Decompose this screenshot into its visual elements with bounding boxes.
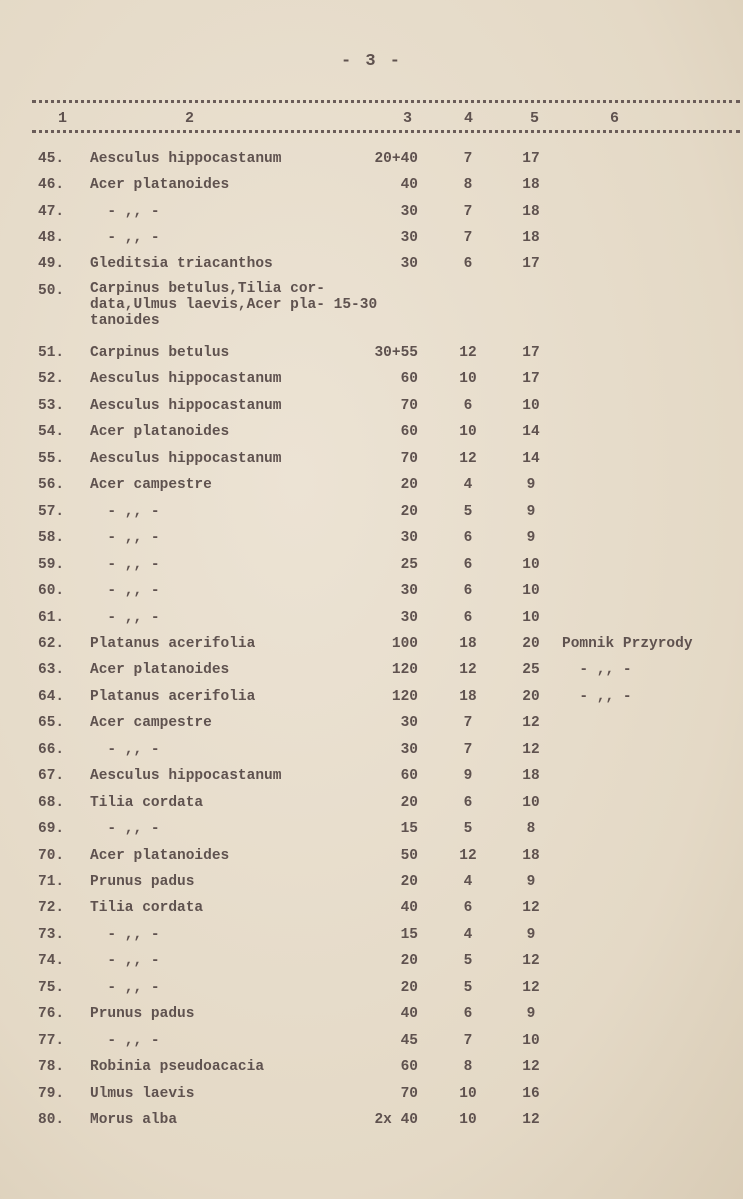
- col-3-value: 15: [400, 926, 418, 943]
- col-5-value: 10: [522, 583, 540, 600]
- col-3-value: 20: [400, 953, 418, 970]
- col-4-value: 4: [463, 874, 473, 890]
- species-name: - ,, -: [90, 741, 160, 758]
- col-4-value: 6: [463, 900, 473, 917]
- species-name: Aesculus hippocastanum: [90, 450, 282, 467]
- col-3-value: 30: [400, 583, 418, 600]
- col-5-value: 17: [522, 256, 540, 273]
- col-4-value: 6: [463, 583, 473, 600]
- col-3-value: 25: [400, 556, 418, 573]
- row-number: 50.: [38, 282, 65, 299]
- col-4-value: 7: [463, 229, 473, 246]
- col-3-value: 40: [400, 900, 418, 917]
- col-5-value: 20: [522, 688, 540, 705]
- table-row: [0, 343, 743, 363]
- table-row: [0, 898, 743, 918]
- col-5-value: 9: [526, 874, 536, 890]
- col-4-value: 4: [463, 926, 473, 943]
- row-number: 62.: [38, 635, 65, 652]
- table-row: [0, 793, 743, 813]
- col-4-value: 6: [463, 794, 473, 811]
- table-row: [0, 202, 743, 222]
- col-5-value: 9: [526, 477, 536, 494]
- col-3-value: 30: [400, 256, 418, 273]
- row-number: 73.: [38, 926, 65, 943]
- col-6-note: - ,, -: [562, 662, 632, 679]
- row-number: 67.: [38, 768, 65, 785]
- col-5-value: 8: [526, 821, 536, 838]
- col-5-value: 10: [522, 556, 540, 573]
- species-name: Acer campestre: [90, 477, 212, 494]
- species-name: - ,, -: [90, 503, 160, 520]
- col-3-value: 20: [400, 874, 418, 890]
- col-5-value: 10: [522, 794, 540, 811]
- col-4-value: 10: [459, 1085, 477, 1102]
- species-name: - ,, -: [90, 953, 160, 970]
- row-number: 49.: [38, 256, 65, 273]
- col-5-value: 20: [522, 635, 540, 652]
- col-3-value: 30: [400, 715, 418, 732]
- table-row: [0, 951, 743, 971]
- col-5-value: 17: [522, 151, 540, 167]
- col-5-value: 16: [522, 1085, 540, 1102]
- table-header-rule: [32, 130, 740, 133]
- col-5-value: 9: [526, 1006, 536, 1023]
- species-name: - ,, -: [90, 530, 160, 547]
- row-number: 80.: [38, 1112, 65, 1129]
- col-4-value: 12: [459, 662, 477, 679]
- species-name: - ,, -: [90, 1032, 160, 1049]
- species-name: Aesculus hippocastanum: [90, 151, 282, 167]
- row-number: 56.: [38, 477, 65, 494]
- row-number: 69.: [38, 821, 65, 838]
- table-row: [0, 1084, 743, 1104]
- row-number: 59.: [38, 556, 65, 573]
- table-row: [0, 422, 743, 442]
- col-4-value: 5: [463, 953, 473, 970]
- row-number: 57.: [38, 503, 65, 520]
- col-4-value: 6: [463, 556, 473, 573]
- row-number: 70.: [38, 847, 65, 864]
- species-name: Acer platanoides: [90, 177, 230, 194]
- col-3-value: 50: [400, 847, 418, 864]
- table-row: [0, 449, 743, 469]
- table-row: [0, 175, 743, 195]
- col-4-value: 7: [463, 715, 473, 732]
- col-3-value: 40: [400, 1006, 418, 1023]
- col-5-value: 17: [522, 345, 540, 361]
- col-3-value: 15: [400, 821, 418, 838]
- col-5-value: 18: [522, 768, 540, 785]
- table-row: [0, 1110, 743, 1130]
- col-5-value: 10: [522, 1032, 540, 1049]
- table-top-rule: [32, 100, 740, 103]
- species-name: - ,, -: [90, 821, 160, 838]
- col-4-value: 5: [463, 503, 473, 520]
- col-3-value: 30: [400, 229, 418, 246]
- species-name: Prunus padus: [90, 1006, 195, 1023]
- species-name: Aesculus hippocastanum: [90, 397, 282, 414]
- col-3-value: 120: [391, 662, 418, 679]
- species-name: Carpinus betulus,Tilia cor- data,Ulmus laevis,Acer pla- 15-30 tanoides: [90, 280, 378, 329]
- col-3-value: 45: [400, 1032, 418, 1049]
- table-row: [0, 713, 743, 733]
- species-name: - ,, -: [90, 583, 160, 600]
- col-3-value: 20: [400, 979, 418, 996]
- species-name: - ,, -: [90, 229, 160, 246]
- col-4-value: 7: [463, 203, 473, 220]
- col-4-value: 18: [459, 635, 477, 652]
- table-row: [0, 369, 743, 389]
- row-number: 63.: [38, 662, 65, 679]
- row-number: 68.: [38, 794, 65, 811]
- col-3-value: 30: [400, 203, 418, 220]
- species-name: Acer platanoides: [90, 662, 230, 679]
- col-4-value: 6: [463, 397, 473, 414]
- header-col-1: 1: [58, 110, 68, 127]
- col-3-value: 20: [400, 794, 418, 811]
- header-col-5: 5: [530, 110, 540, 127]
- col-3-value: 60: [400, 1059, 418, 1076]
- table-row: [0, 555, 743, 575]
- col-6-note: Pomnik Przyrody: [562, 635, 693, 652]
- header-col-3: 3: [403, 110, 413, 127]
- table-row: [0, 740, 743, 760]
- col-3-value: 40: [400, 177, 418, 194]
- col-5-value: 9: [526, 503, 536, 520]
- table-row: [0, 819, 743, 839]
- col-3-value: 60: [400, 371, 418, 388]
- col-4-value: 8: [463, 177, 473, 194]
- table-row: [0, 396, 743, 416]
- col-5-value: 18: [522, 847, 540, 864]
- table-row: [0, 872, 743, 892]
- header-col-4: 4: [464, 110, 474, 127]
- table-row: [0, 608, 743, 628]
- species-name: Platanus acerifolia: [90, 688, 256, 705]
- table-row: [0, 528, 743, 548]
- table-row: [0, 228, 743, 248]
- col-4-value: 7: [463, 151, 473, 167]
- col-5-value: 10: [522, 609, 540, 626]
- species-name: Tilia cordata: [90, 794, 204, 811]
- col-4-value: 9: [463, 768, 473, 785]
- col-4-value: 7: [463, 741, 473, 758]
- col-4-value: 10: [459, 371, 477, 388]
- row-number: 48.: [38, 229, 65, 246]
- species-name: - ,, -: [90, 979, 160, 996]
- species-name: Acer platanoides: [90, 847, 230, 864]
- row-number: 77.: [38, 1032, 65, 1049]
- table-row: [0, 1004, 743, 1024]
- col-5-value: 14: [522, 424, 540, 441]
- col-4-value: 12: [459, 345, 477, 361]
- col-4-value: 5: [463, 821, 473, 838]
- row-number: 74.: [38, 953, 65, 970]
- col-3-value: 70: [400, 397, 418, 414]
- col-4-value: 18: [459, 688, 477, 705]
- col-4-value: 6: [463, 256, 473, 273]
- row-number: 55.: [38, 450, 65, 467]
- col-4-value: 6: [463, 530, 473, 547]
- col-5-value: 18: [522, 229, 540, 246]
- col-5-value: 17: [522, 371, 540, 388]
- species-name: Tilia cordata: [90, 900, 204, 917]
- table-row: [0, 502, 743, 522]
- table-row: [0, 978, 743, 998]
- row-number: 78.: [38, 1059, 65, 1076]
- col-3-value: 70: [400, 450, 418, 467]
- table-row: [0, 254, 743, 274]
- col-4-value: 5: [463, 979, 473, 996]
- table-row: [0, 1031, 743, 1051]
- species-name: - ,, -: [90, 203, 160, 220]
- row-number: 52.: [38, 371, 65, 388]
- header-col-6: 6: [610, 110, 620, 127]
- row-number: 71.: [38, 874, 65, 890]
- row-number: 53.: [38, 397, 65, 414]
- col-4-value: 7: [463, 1032, 473, 1049]
- table-row: [0, 846, 743, 866]
- col-5-value: 18: [522, 203, 540, 220]
- col-5-value: 18: [522, 177, 540, 194]
- species-name: Gleditsia triacanthos: [90, 256, 273, 273]
- row-number: 60.: [38, 583, 65, 600]
- col-5-value: 12: [522, 1112, 540, 1129]
- row-number: 64.: [38, 688, 65, 705]
- col-3-value: 60: [400, 768, 418, 785]
- col-3-value: 20: [400, 477, 418, 494]
- table-row: [0, 925, 743, 945]
- col-4-value: 10: [459, 424, 477, 441]
- col-3-value: 30: [400, 530, 418, 547]
- species-name: Platanus acerifolia: [90, 635, 256, 652]
- row-number: 47.: [38, 203, 65, 220]
- species-name: - ,, -: [90, 556, 160, 573]
- col-5-value: 12: [522, 900, 540, 917]
- row-number: 45.: [38, 151, 65, 167]
- col-5-value: 9: [526, 530, 536, 547]
- col-3-value: 100: [391, 635, 418, 652]
- col-4-value: 6: [463, 609, 473, 626]
- col-3-value: 30: [400, 741, 418, 758]
- table-row: [0, 581, 743, 601]
- col-5-value: 12: [522, 953, 540, 970]
- species-name: Acer campestre: [90, 715, 212, 732]
- col-5-value: 9: [526, 926, 536, 943]
- table-row: [0, 766, 743, 786]
- col-5-value: 12: [522, 1059, 540, 1076]
- row-number: 54.: [38, 424, 65, 441]
- col-6-note: - ,, -: [562, 688, 632, 705]
- row-number: 75.: [38, 979, 65, 996]
- table-row: [0, 149, 743, 169]
- table-row: [0, 660, 743, 680]
- col-4-value: 6: [463, 1006, 473, 1023]
- col-3-value: 60: [400, 424, 418, 441]
- page-number: - 3 -: [340, 52, 402, 71]
- header-col-2: 2: [185, 110, 195, 127]
- col-4-value: 8: [463, 1059, 473, 1076]
- col-3-value: 120: [391, 688, 418, 705]
- col-4-value: 10: [459, 1112, 477, 1129]
- table-row: [0, 280, 743, 329]
- table-row: [0, 475, 743, 495]
- col-4-value: 12: [459, 847, 477, 864]
- col-3-value: 30+55: [374, 345, 418, 361]
- row-number: 46.: [38, 177, 65, 194]
- species-name: Ulmus laevis: [90, 1085, 195, 1102]
- row-number: 76.: [38, 1006, 65, 1023]
- row-number: 79.: [38, 1085, 65, 1102]
- col-3-value: 2x 40: [374, 1112, 418, 1129]
- col-5-value: 10: [522, 397, 540, 414]
- species-name: Acer platanoides: [90, 424, 230, 441]
- table-row: [0, 634, 743, 654]
- species-name: - ,, -: [90, 609, 160, 626]
- col-5-value: 14: [522, 450, 540, 467]
- col-3-value: 30: [400, 609, 418, 626]
- col-5-value: 12: [522, 741, 540, 758]
- col-4-value: 12: [459, 450, 477, 467]
- row-number: 65.: [38, 715, 65, 732]
- col-5-value: 12: [522, 715, 540, 732]
- col-5-value: 12: [522, 979, 540, 996]
- row-number: 61.: [38, 609, 65, 626]
- table-row: [0, 687, 743, 707]
- row-number: 66.: [38, 741, 65, 758]
- species-name: - ,, -: [90, 926, 160, 943]
- table-row: [0, 1057, 743, 1077]
- col-5-value: 25: [522, 662, 540, 679]
- col-3-value: 20+40: [374, 151, 418, 167]
- species-name: Aesculus hippocastanum: [90, 768, 282, 785]
- species-name: Carpinus betulus: [90, 345, 230, 361]
- species-name: Morus alba: [90, 1112, 178, 1129]
- species-name: Robinia pseudoacacia: [90, 1059, 265, 1076]
- col-3-value: 70: [400, 1085, 418, 1102]
- row-number: 51.: [38, 345, 65, 361]
- col-4-value: 4: [463, 477, 473, 494]
- species-name: Prunus padus: [90, 874, 195, 890]
- species-name: Aesculus hippocastanum: [90, 371, 282, 388]
- row-number: 72.: [38, 900, 65, 917]
- row-number: 58.: [38, 530, 65, 547]
- col-3-value: 20: [400, 503, 418, 520]
